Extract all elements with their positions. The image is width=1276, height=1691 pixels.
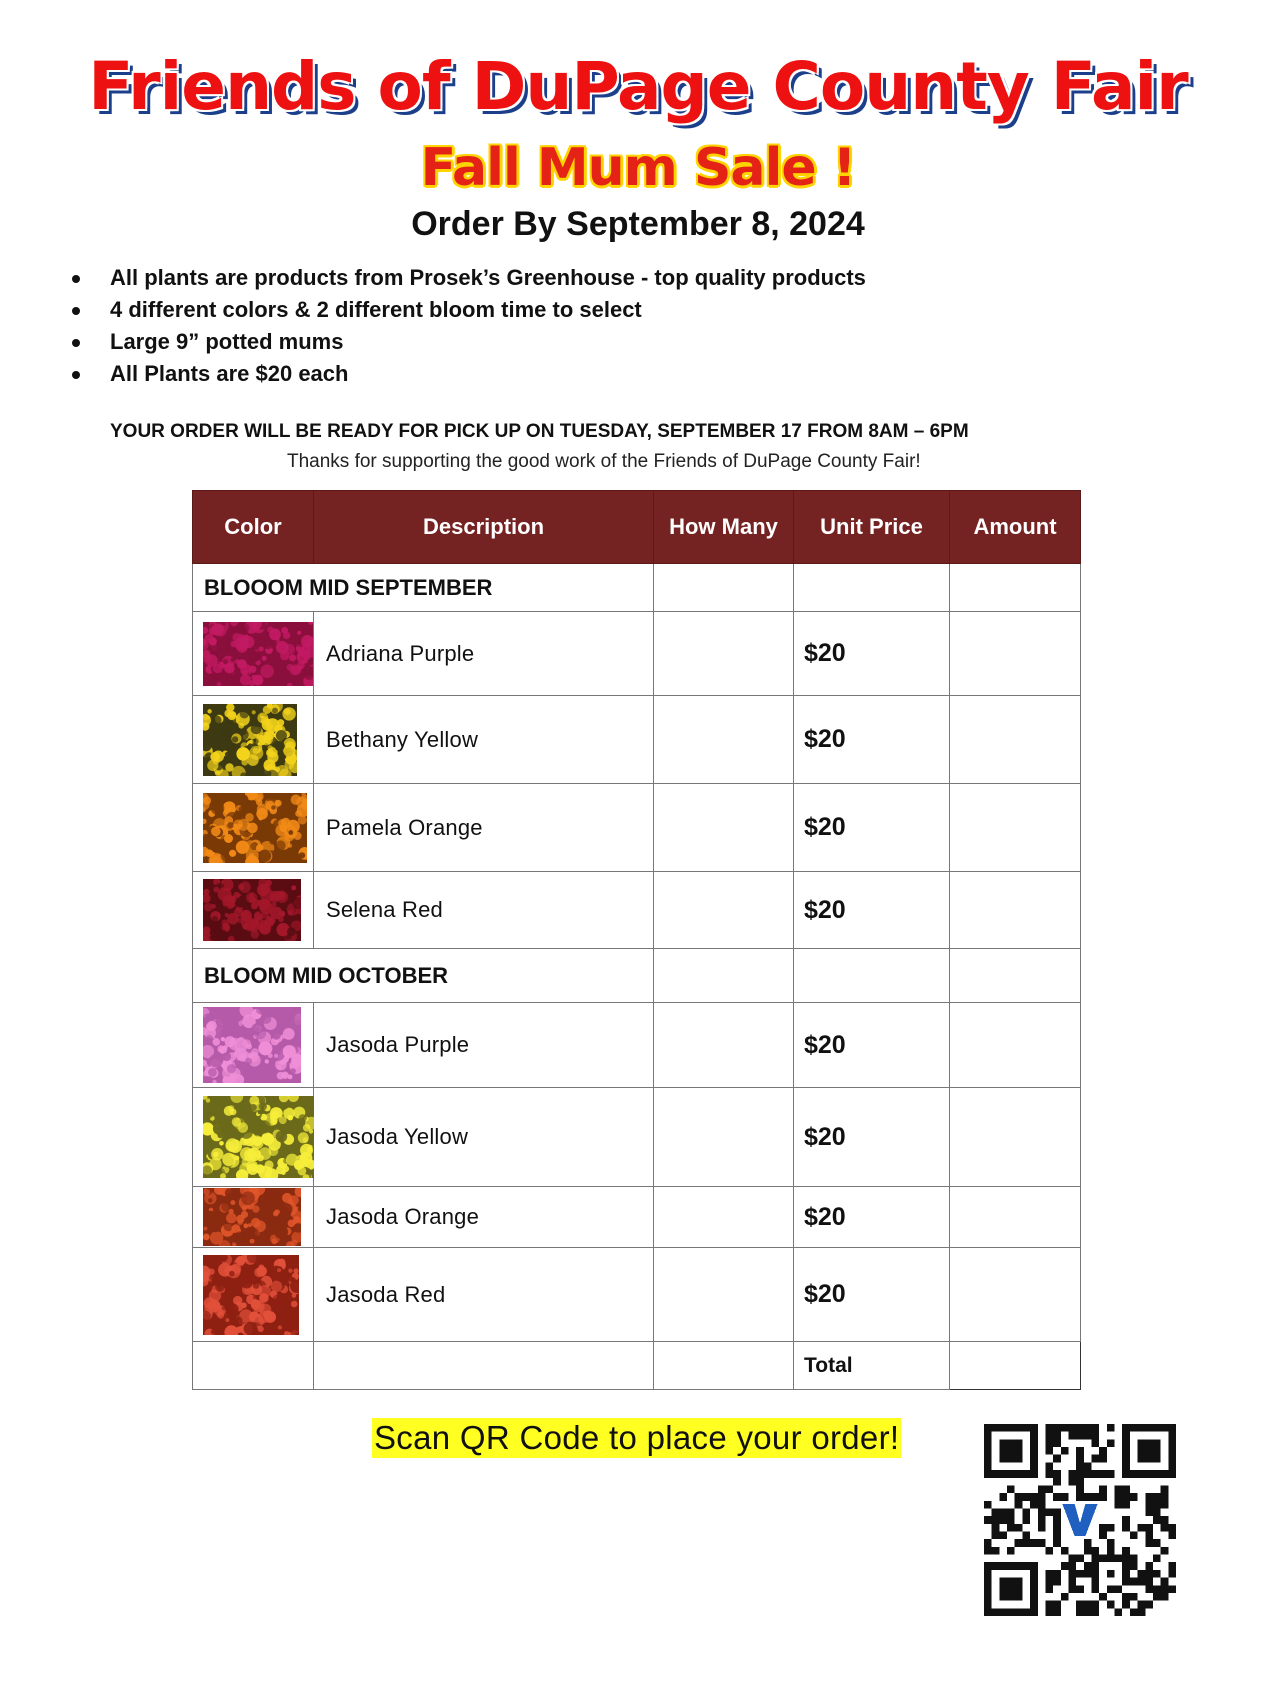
unit-price-cell: $20 xyxy=(794,1088,950,1187)
color-swatch-cell xyxy=(193,1248,314,1342)
how-many-field[interactable] xyxy=(654,1088,794,1187)
table-row xyxy=(193,612,1081,696)
color-swatch-cell xyxy=(193,872,314,949)
thanks-line: Thanks for supporting the good work of the Friends of DuPage County Fair! xyxy=(287,451,921,472)
description-cell: Jasoda Purple xyxy=(314,1003,654,1088)
amount-field[interactable] xyxy=(950,612,1081,696)
empty-cell xyxy=(654,949,794,1003)
flower-photo xyxy=(203,1255,299,1335)
order-deadline: Order By September 8, 2024 xyxy=(411,205,865,243)
page-title: Friends of DuPage County Fair xyxy=(88,48,1188,125)
qr-code-icon[interactable] xyxy=(984,1424,1176,1616)
empty-cell xyxy=(654,564,794,612)
unit-price-cell: $20 xyxy=(794,872,950,949)
empty-cell xyxy=(794,564,950,612)
color-swatch-cell xyxy=(193,696,314,784)
table-header-row xyxy=(193,491,1081,564)
feature-item: Large 9” potted mums xyxy=(70,326,866,358)
section-row-october xyxy=(193,949,1081,1003)
flower-photo xyxy=(203,1188,301,1246)
color-swatch-cell xyxy=(193,612,314,696)
table-row xyxy=(193,696,1081,784)
color-swatch-cell xyxy=(193,1187,314,1248)
how-many-field[interactable] xyxy=(654,1248,794,1342)
amount-field[interactable] xyxy=(950,872,1081,949)
amount-field[interactable] xyxy=(950,1088,1081,1187)
description-cell: Bethany Yellow xyxy=(314,696,654,784)
how-many-field[interactable] xyxy=(654,784,794,872)
empty-cell xyxy=(950,949,1081,1003)
unit-price-cell: $20 xyxy=(794,1187,950,1248)
column-header-amount: Amount xyxy=(950,491,1081,564)
table-row xyxy=(193,872,1081,949)
feature-item: 4 different colors & 2 different bloom time to select xyxy=(70,294,866,326)
unit-price-cell: $20 xyxy=(794,1003,950,1088)
how-many-field[interactable] xyxy=(654,1003,794,1088)
flower-photo xyxy=(203,704,297,776)
flower-photo xyxy=(203,793,307,863)
empty-cell xyxy=(950,564,1081,612)
table-row xyxy=(193,1187,1081,1248)
how-many-field[interactable] xyxy=(654,696,794,784)
amount-field[interactable] xyxy=(950,784,1081,872)
table-row xyxy=(193,784,1081,872)
section-label: BLOOM MID OCTOBER xyxy=(193,949,654,1003)
description-cell: Jasoda Orange xyxy=(314,1187,654,1248)
how-many-field[interactable] xyxy=(654,872,794,949)
flower-photo xyxy=(203,1096,314,1178)
flower-photo xyxy=(203,879,301,941)
order-form-table xyxy=(192,490,1081,1390)
column-header-description: Description xyxy=(314,491,654,564)
column-header-how-many: How Many xyxy=(654,491,794,564)
page-subtitle: Fall Mum Sale ! xyxy=(420,138,856,198)
amount-field[interactable] xyxy=(950,696,1081,784)
empty-cell xyxy=(654,1342,794,1390)
table-row xyxy=(193,1003,1081,1088)
total-amount-field[interactable] xyxy=(950,1342,1081,1390)
color-swatch-cell xyxy=(193,1088,314,1187)
unit-price-cell: $20 xyxy=(794,784,950,872)
description-cell: Pamela Orange xyxy=(314,784,654,872)
color-swatch-cell xyxy=(193,784,314,872)
column-header-unit-price: Unit Price xyxy=(794,491,950,564)
amount-field[interactable] xyxy=(950,1187,1081,1248)
amount-field[interactable] xyxy=(950,1248,1081,1342)
feature-list xyxy=(70,262,866,390)
unit-price-cell: $20 xyxy=(794,612,950,696)
description-cell: Selena Red xyxy=(314,872,654,949)
table-row xyxy=(193,1088,1081,1187)
feature-item: All plants are products from Prosek’s Greenhouse - top quality products xyxy=(70,262,866,294)
empty-cell xyxy=(314,1342,654,1390)
empty-cell xyxy=(193,1342,314,1390)
description-cell: Jasoda Yellow xyxy=(314,1088,654,1187)
unit-price-cell: $20 xyxy=(794,1248,950,1342)
flower-photo xyxy=(203,1007,301,1083)
total-row xyxy=(193,1342,1081,1390)
pickup-notice: YOUR ORDER WILL BE READY FOR PICK UP ON TUESDAY, SEPTEMBER 17 FROM 8AM – 6PM xyxy=(110,421,969,442)
column-header-color: Color xyxy=(193,491,314,564)
empty-cell xyxy=(794,949,950,1003)
total-label: Total xyxy=(794,1342,950,1390)
description-cell: Jasoda Red xyxy=(314,1248,654,1342)
scan-qr-prompt: Scan QR Code to place your order! xyxy=(374,1419,900,1456)
color-swatch-cell xyxy=(193,1003,314,1088)
how-many-field[interactable] xyxy=(654,1187,794,1248)
description-cell: Adriana Purple xyxy=(314,612,654,696)
table-row xyxy=(193,1248,1081,1342)
how-many-field[interactable] xyxy=(654,612,794,696)
flower-photo xyxy=(203,622,313,686)
section-label: BLOOOM MID SEPTEMBER xyxy=(193,564,654,612)
section-row-september xyxy=(193,564,1081,612)
amount-field[interactable] xyxy=(950,1003,1081,1088)
unit-price-cell: $20 xyxy=(794,696,950,784)
feature-item: All Plants are $20 each xyxy=(70,358,866,390)
